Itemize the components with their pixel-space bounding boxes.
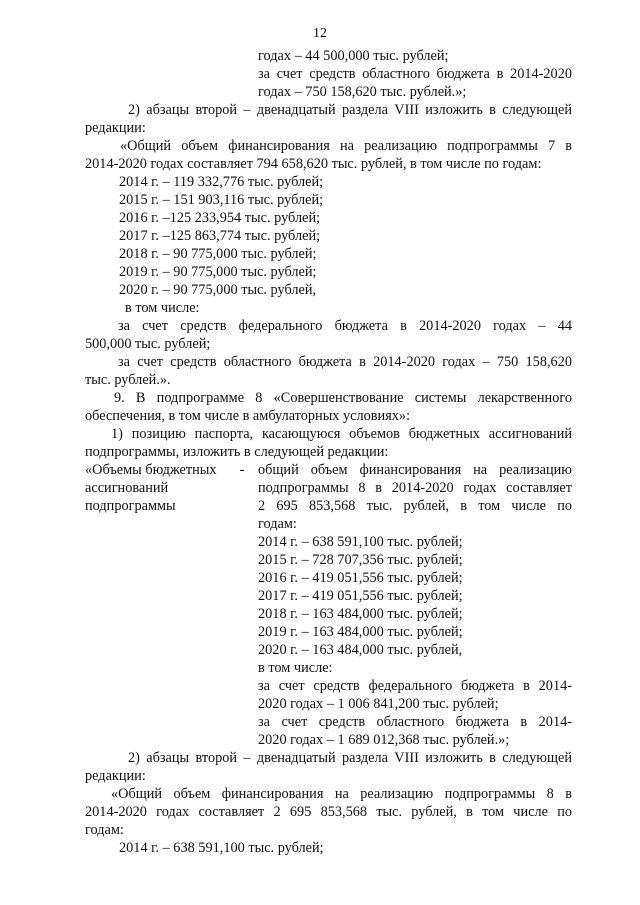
passport-value — [258, 461, 572, 749]
text-line: обеспечения, в том числе в амбулаторных условиях»: — [85, 408, 411, 424]
text-line: годах – 750 158,620 тыс. рублей.»; — [258, 84, 467, 100]
year-line: 2015 г. – 151 903,116 тыс. рублей; — [119, 192, 324, 208]
text-line: за счет средств областного бюджета в 2014-2020 годах – 750 158,620 — [118, 354, 572, 370]
text-line: подпрограммы — [85, 498, 176, 514]
passport-label — [85, 461, 230, 515]
year-line: 2020 г. – 90 775,000 тыс. рублей, — [119, 282, 317, 298]
text-line: за счет средств областного бюджета в 2014- — [258, 714, 572, 730]
page-number: 12 — [313, 26, 327, 41]
text-line: общий объем финансирования на реализацию — [258, 462, 572, 478]
document-body — [85, 47, 572, 857]
text-line: 500,000 тыс. рублей; — [85, 336, 211, 352]
text-line: подпрограммы 8 в 2014-2020 годах составляет — [258, 480, 572, 496]
text-line: за счет средств областного бюджета в 2014-2020 — [258, 66, 572, 82]
text-line: 2014-2020 годах составляет 2 695 853,568 тыс. рублей, в том числе по — [85, 804, 572, 820]
year-line: 2016 г. – 419 051,556 тыс. рублей; — [258, 570, 463, 586]
year-line: 2014 г. – 119 332,776 тыс. рублей; — [119, 174, 324, 190]
year-line: 2014 г. – 638 591,100 тыс. рублей; — [119, 840, 324, 856]
passport-dash: - — [239, 462, 245, 478]
year-line: 2020 г. – 163 484,000 тыс. рублей, — [258, 642, 463, 658]
year-line: 2018 г. – 90 775,000 тыс. рублей; — [119, 246, 317, 262]
text-line: годам: — [85, 822, 124, 838]
text-line: 2020 годах – 1 006 841,200 тыс. рублей; — [258, 696, 499, 712]
text-line: годам: — [258, 516, 297, 532]
text-line: «Объемы бюджетных — [85, 462, 217, 478]
year-line: 2016 г. –125 233,954 тыс. рублей; — [119, 210, 321, 226]
year-line: 2017 г. –125 863,774 тыс. рублей; — [119, 228, 321, 244]
text-line: тыс. рублей.». — [85, 372, 171, 388]
text-line: 2) абзацы второй – двенадцатый раздела VIII изложить в следующей — [128, 102, 572, 118]
text-line: за счет средств федерального бюджета в 2014- — [258, 678, 572, 694]
year-line: 2014 г. – 638 591,100 тыс. рублей; — [258, 534, 463, 550]
text-line: редакции: — [85, 120, 146, 136]
text-line: 2 695 853,568 тыс. рублей, в том числе по — [258, 498, 572, 514]
text-line: редакции: — [85, 768, 146, 784]
year-line: 2019 г. – 90 775,000 тыс. рублей; — [119, 264, 317, 280]
year-line: 2017 г. – 419 051,556 тыс. рублей; — [258, 588, 463, 604]
text-line: 2020 годах – 1 689 012,368 тыс. рублей.»; — [258, 732, 510, 748]
text-line: 2014-2020 годах составляет 794 658,620 тыс. рублей, в том числе по годам: — [85, 156, 542, 172]
passport-block — [85, 461, 572, 749]
text-line: «Общий объем финансирования на реализацию подпрограммы 7 в — [120, 138, 572, 154]
text-line: «Общий объем финансирования на реализацию подпрограммы 8 в — [111, 786, 572, 802]
text-line: 9. В подпрограмме 8 «Совершенствование системы лекарственного — [114, 390, 572, 406]
year-line: 2015 г. – 728 707,356 тыс. рублей; — [258, 552, 463, 568]
text-line: годах – 44 500,000 тыс. рублей; — [258, 48, 449, 64]
year-line: 2019 г. – 163 484,000 тыс. рублей; — [258, 624, 463, 640]
text-line: подпрограммы, изложить в следующей редакции: — [85, 444, 389, 460]
text-line: ассигнований — [85, 480, 169, 496]
text-line: 2) абзацы второй – двенадцатый раздела VIII изложить в следующей — [128, 750, 572, 766]
text-line: в том числе: — [125, 300, 200, 316]
year-line: 2018 г. – 163 484,000 тыс. рублей; — [258, 606, 463, 622]
text-line: в том числе: — [258, 660, 333, 676]
text-line: за счет средств федерального бюджета в 2014-2020 годах – 44 — [118, 318, 572, 334]
text-line: 1) позицию паспорта, касающуюся объемов бюджетных ассигнований — [111, 426, 572, 442]
